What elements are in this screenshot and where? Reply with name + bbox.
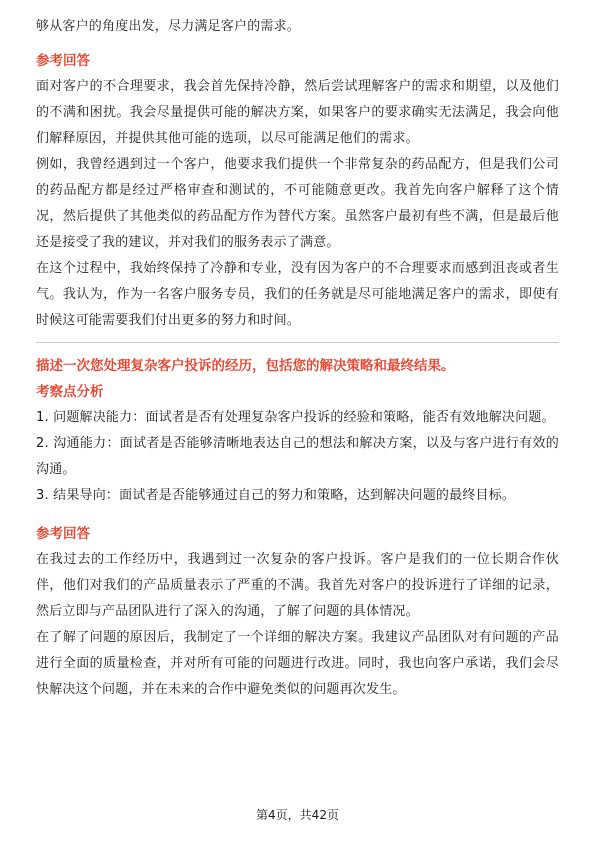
analysis-item: 2. 沟通能力：面试者是否能够清晰地表达自己的想法和解决方案，以及与客户进行有效的沟通。 [36, 436, 559, 477]
answer-heading-2: 参考回答 [36, 526, 90, 542]
intro-continuation: 够从客户的角度出发，尽力满足客户的需求。 [36, 19, 301, 34]
section-divider [36, 342, 559, 343]
answer-paragraph: 在这个过程中，我始终保持了冷静和专业，没有因为客户的不合理要求而感到沮丧或者生气。我认为，作为一名客户服务专员，我们的任务就是尽可能地满足客户的需求，即使有时候这可能需要我们付出更多的努力和时间。 [36, 261, 559, 328]
answer-paragraph: 面对客户的不合理要求，我会首先保持冷静，然后尝试理解客户的需求和期望，以及他们的不满和困扰。我会尽量提供可能的解决方案，如果客户的要求确实无法满足，我会向他们解释原因，并提供其他可能的选项，以尽可能满足他们的需求。 [36, 79, 559, 146]
question-heading: 描述一次您处理复杂客户投诉的经历，包括您的解决策略和最终结果。 [36, 358, 455, 374]
answer-paragraph: 在我过去的工作经历中，我遇到过一次复杂的客户投诉。客户是我们的一位长期合作伙伴，他们对我们的产品质量表示了严重的不满。我首先对客户的投诉进行了详细的记录，然后立即与产品团队进行了深入的沟通，了解了问题的具体情况。 [36, 552, 559, 619]
analysis-item: 1. 问题解决能力：面试者是否有处理复杂客户投诉的经验和策略，能否有效地解决问题。 [36, 410, 555, 425]
answer-heading-1: 参考回答 [36, 53, 90, 69]
document-body [36, 14, 559, 703]
analysis-heading: 考察点分析 [36, 384, 104, 400]
page-number: 第4页，共42页 [256, 808, 339, 822]
answer-paragraph: 例如，我曾经遇到过一个客户，他要求我们提供一个非常复杂的药品配方，但是我们公司的药品配方都是经过严格审查和测试的，不可能随意更改。我首先向客户解释了这个情况，然后提供了其他类似的药品配方作为替代方案。虽然客户最初有些不满，但是最后他还是接受了我的建议，并对我们的服务表示了满意。 [36, 157, 559, 250]
answer-paragraph: 在了解了问题的原因后，我制定了一个详细的解决方案。我建议产品团队对有问题的产品进行全面的质量检查，并对所有可能的问题进行改进。同时，我也向客户承诺，我们会尽快解决这个问题，并在未来的合作中避免类似的问题再次发生。 [36, 630, 559, 697]
analysis-item: 3. 结果导向：面试者是否能够通过自己的努力和策略，达到解决问题的最终目标。 [36, 488, 516, 503]
